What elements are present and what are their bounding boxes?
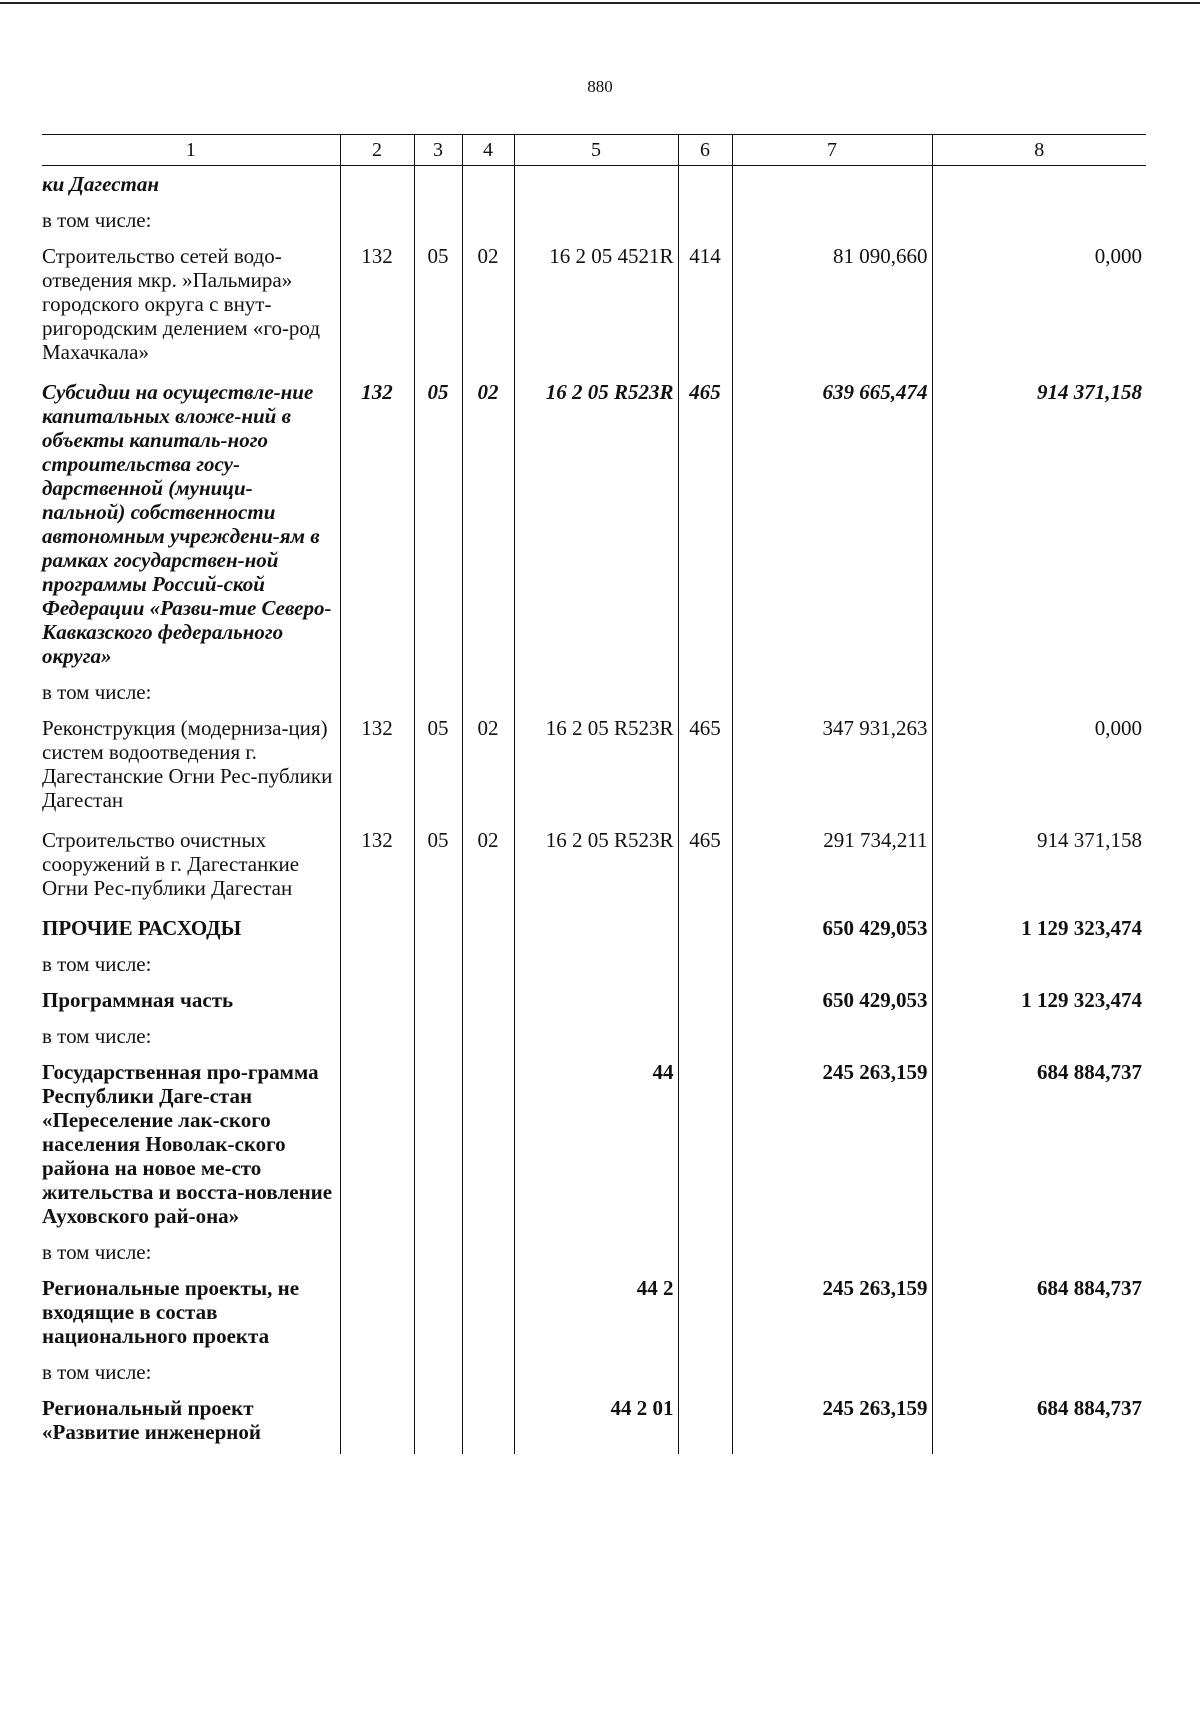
subsection-code: 02 (462, 374, 514, 678)
amount-year-1 (732, 678, 932, 710)
amount-year-2 (932, 1238, 1146, 1270)
item-name: Региональный проект «Развитие инженерной (42, 1396, 261, 1444)
subsection-code (462, 1358, 514, 1390)
table-row (42, 910, 1146, 950)
subsection-code (462, 166, 514, 207)
item-name: Субсидии на осуществле-ние капитальных вложе-ний в объекты капиталь-ного строительства госу-дарственной (муници-пальной) собственности автономным учреждени-ям в рамках государствен-ной программы Россий-ской Федерации «Разви-тие Северо-Кавказского федерального округа» (42, 380, 332, 668)
amount-year-1 (732, 1022, 932, 1054)
amount-year-2: 1 129 323,474 (932, 982, 1146, 1022)
amount-year-1: 245 263,159 (732, 1390, 932, 1454)
section-code (414, 166, 462, 207)
section-code (414, 678, 462, 710)
target-article-code (514, 678, 678, 710)
target-article-code (514, 1022, 678, 1054)
column-header-1: 1 (42, 135, 340, 166)
target-article-code: 16 2 05 R523R (514, 374, 678, 678)
expense-type-code (678, 1270, 732, 1358)
column-header-5: 5 (514, 135, 678, 166)
column-header-2: 2 (340, 135, 414, 166)
expense-type-code (678, 982, 732, 1022)
expense-type-code (678, 950, 732, 982)
amount-year-2 (932, 678, 1146, 710)
section-code (414, 206, 462, 238)
target-article-code (514, 1358, 678, 1390)
item-name: в том числе: (42, 208, 152, 232)
subsection-code (462, 950, 514, 982)
amount-year-1: 245 263,159 (732, 1270, 932, 1358)
amount-year-1 (732, 206, 932, 238)
table-row (42, 1390, 1146, 1454)
amount-year-1: 245 263,159 (732, 1054, 932, 1238)
item-name: ки Дагестан (42, 172, 160, 196)
section-code (414, 1270, 462, 1358)
target-article-code: 44 2 (514, 1270, 678, 1358)
section-code (414, 1390, 462, 1454)
ministry-code (340, 678, 414, 710)
column-header-6: 6 (678, 135, 732, 166)
table-row (42, 1358, 1146, 1390)
column-number-header-row (42, 135, 1146, 166)
target-article-code (514, 1238, 678, 1270)
amount-year-2 (932, 166, 1146, 207)
item-name: ПРОЧИЕ РАСХОДЫ (42, 916, 242, 940)
expense-type-code (678, 678, 732, 710)
section-code (414, 1022, 462, 1054)
subsection-code (462, 910, 514, 950)
amount-year-2: 914 371,158 (932, 822, 1146, 910)
scan-edge-line (0, 2, 1200, 4)
target-article-code: 16 2 05 4521R (514, 238, 678, 374)
section-code (414, 1238, 462, 1270)
table-row (42, 374, 1146, 678)
table-row (42, 710, 1146, 822)
subsection-code: 02 (462, 710, 514, 822)
table-row (42, 238, 1146, 374)
target-article-code (514, 982, 678, 1022)
amount-year-2 (932, 1022, 1146, 1054)
subsection-code: 02 (462, 822, 514, 910)
amount-year-2 (932, 1358, 1146, 1390)
item-name: в том числе: (42, 952, 152, 976)
subsection-code (462, 982, 514, 1022)
amount-year-2: 0,000 (932, 710, 1146, 822)
column-header-8: 8 (932, 135, 1146, 166)
item-name: в том числе: (42, 1360, 152, 1384)
amount-year-1: 291 734,211 (732, 822, 932, 910)
ministry-code (340, 1054, 414, 1238)
subsection-code: 02 (462, 238, 514, 374)
table-row (42, 678, 1146, 710)
item-name: Программная часть (42, 988, 234, 1012)
ministry-code (340, 1022, 414, 1054)
subsection-code (462, 1390, 514, 1454)
item-name: Реконструкция (модерниза-ция) систем водоотведения г. Дагестанские Огни Рес-публики Дагестан (42, 716, 333, 812)
section-code (414, 982, 462, 1022)
section-code: 05 (414, 238, 462, 374)
subsection-code (462, 1270, 514, 1358)
item-name: Региональные проекты, не входящие в состав национального проекта (42, 1276, 300, 1348)
item-name: в том числе: (42, 1024, 152, 1048)
table-row (42, 982, 1146, 1022)
amount-year-2: 914 371,158 (932, 374, 1146, 678)
expense-type-code (678, 910, 732, 950)
section-code (414, 1054, 462, 1238)
expense-type-code: 465 (678, 374, 732, 678)
subsection-code (462, 678, 514, 710)
ministry-code (340, 910, 414, 950)
amount-year-1 (732, 950, 932, 982)
item-name: Строительство сетей водо-отведения мкр. »Пальмира» городского округа с внут-ригородским делением «го-род Махачкала» (42, 244, 321, 364)
column-header-4: 4 (462, 135, 514, 166)
expense-type-code: 414 (678, 238, 732, 374)
target-article-code: 44 (514, 1054, 678, 1238)
expense-type-code (678, 1054, 732, 1238)
column-header-7: 7 (732, 135, 932, 166)
target-article-code (514, 950, 678, 982)
table-row (42, 822, 1146, 910)
ministry-code (340, 1390, 414, 1454)
amount-year-1 (732, 166, 932, 207)
ministry-code: 132 (340, 822, 414, 910)
ministry-code: 132 (340, 374, 414, 678)
target-article-code: 44 2 01 (514, 1390, 678, 1454)
section-code (414, 950, 462, 982)
section-code (414, 1358, 462, 1390)
target-article-code: 16 2 05 R523R (514, 822, 678, 910)
amount-year-2 (932, 950, 1146, 982)
table-row (42, 1270, 1146, 1358)
table-row (42, 1238, 1146, 1270)
amount-year-2: 0,000 (932, 238, 1146, 374)
amount-year-1 (732, 1358, 932, 1390)
ministry-code (340, 1238, 414, 1270)
amount-year-2: 684 884,737 (932, 1390, 1146, 1454)
expense-type-code (678, 1390, 732, 1454)
target-article-code: 16 2 05 R523R (514, 710, 678, 822)
expense-type-code (678, 206, 732, 238)
table-row (42, 166, 1146, 207)
amount-year-1: 347 931,263 (732, 710, 932, 822)
expense-type-code (678, 1238, 732, 1270)
item-name: в том числе: (42, 1240, 152, 1264)
ministry-code (340, 950, 414, 982)
ministry-code (340, 206, 414, 238)
table-row (42, 1022, 1146, 1054)
ministry-code (340, 982, 414, 1022)
amount-year-1 (732, 1238, 932, 1270)
amount-year-2: 684 884,737 (932, 1270, 1146, 1358)
ministry-code (340, 1358, 414, 1390)
amount-year-2: 1 129 323,474 (932, 910, 1146, 950)
item-name: Государственная про-грамма Республики Даге-стан «Переселение лак-ского населения Новолак-ского района на новое ме-сто жительства и восста-новление Ауховского рай-она» (42, 1060, 333, 1228)
subsection-code (462, 1054, 514, 1238)
target-article-code (514, 166, 678, 207)
section-code (414, 910, 462, 950)
expense-type-code: 465 (678, 710, 732, 822)
section-code: 05 (414, 710, 462, 822)
column-header-3: 3 (414, 135, 462, 166)
ministry-code (340, 166, 414, 207)
target-article-code (514, 206, 678, 238)
table-row (42, 1054, 1146, 1238)
budget-table (42, 134, 1146, 1454)
amount-year-2 (932, 206, 1146, 238)
table-row (42, 206, 1146, 238)
expense-type-code (678, 1358, 732, 1390)
amount-year-1: 650 429,053 (732, 982, 932, 1022)
amount-year-1: 650 429,053 (732, 910, 932, 950)
ministry-code: 132 (340, 710, 414, 822)
section-code: 05 (414, 822, 462, 910)
section-code: 05 (414, 374, 462, 678)
subsection-code (462, 1238, 514, 1270)
item-name: в том числе: (42, 680, 152, 704)
table-row (42, 950, 1146, 982)
subsection-code (462, 206, 514, 238)
expense-type-code: 465 (678, 822, 732, 910)
expense-type-code (678, 1022, 732, 1054)
subsection-code (462, 1022, 514, 1054)
amount-year-2: 684 884,737 (932, 1054, 1146, 1238)
ministry-code (340, 1270, 414, 1358)
item-name: Строительство очистных сооружений в г. Дагестанкие Огни Рес-публики Дагестан (42, 828, 300, 900)
page-number: 880 (587, 77, 613, 96)
ministry-code: 132 (340, 238, 414, 374)
amount-year-1: 81 090,660 (732, 238, 932, 374)
target-article-code (514, 910, 678, 950)
amount-year-1: 639 665,474 (732, 374, 932, 678)
expense-type-code (678, 166, 732, 207)
